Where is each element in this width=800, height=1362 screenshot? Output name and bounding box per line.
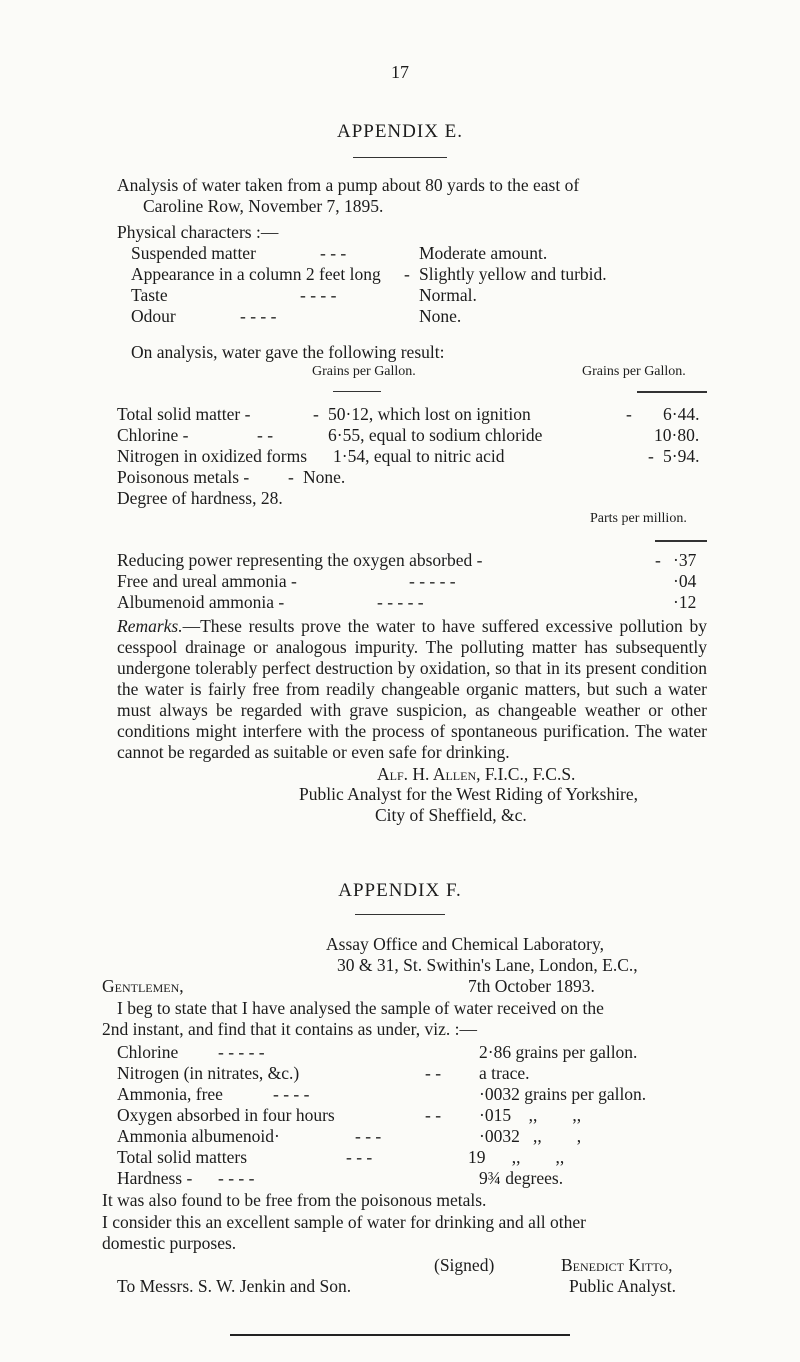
dash-leader: - - <box>425 1105 442 1125</box>
column-heading: Parts per million. <box>590 511 687 526</box>
remarks-text: —These results prove the water to have suffered excessive pollution by cesspool drainage or analogous impurity. The polluting matter has subsequently undergone tolerably perfect destruction by oxidation, so that in its present condition the water is fairly free from readily changeable organic matters, but such a water must always be regarded with grave suspicion, as changeable weather or other conditions might interfere with the process of spontaneous purification. The water cannot be regarded as suitable or even safe for drinking. <box>117 616 707 762</box>
dash-leader: - <box>313 404 319 424</box>
dash-leader: - - - - <box>218 1168 255 1188</box>
physical-label: Taste <box>131 285 168 305</box>
analysis-intro: On analysis, water gave the following result: <box>131 342 445 362</box>
assay-value: ·0032 ,, , <box>479 1126 582 1146</box>
assay-label: Ammonia, free <box>117 1084 223 1104</box>
physical-value: None. <box>419 306 462 326</box>
intro-line: Caroline Row, November 7, 1895. <box>143 196 384 216</box>
page-number: 17 <box>391 62 409 82</box>
end-rule <box>230 1334 570 1336</box>
column-rule <box>655 540 707 542</box>
ppm-value: ·12 <box>673 592 697 612</box>
signature-line: City of Sheffield, &c. <box>375 805 527 825</box>
assay-label: Hardness - <box>117 1168 193 1188</box>
result-value-2: 5·94. <box>663 446 700 466</box>
assay-label: Nitrogen (in nitrates, &c.) <box>117 1063 300 1083</box>
dash-leader: - <box>648 446 654 466</box>
result-value: 50·12, which lost on ignition <box>328 404 531 424</box>
ppm-label: Reducing power representing the oxygen absorbed - <box>117 550 483 570</box>
ppm-label: Free and ureal ammonia - <box>117 571 297 591</box>
salutation: Gentlemen, <box>102 976 184 996</box>
signature-line: Public Analyst for the West Riding of Yorkshire, <box>299 784 639 804</box>
assay-value: 9¾ degrees. <box>479 1168 564 1188</box>
ppm-value: ·37 <box>673 550 697 570</box>
dash-leader: - - - <box>355 1126 382 1146</box>
result-value-2: 10·80. <box>654 425 700 445</box>
poison-line: It was also found to be free from the poisonous metals. <box>102 1190 487 1210</box>
dash-leader: - - - - - <box>377 592 424 612</box>
result-label: Chlorine - <box>117 425 189 445</box>
column-rule <box>637 391 707 393</box>
ppm-label: Albumenoid ammonia - <box>117 592 285 612</box>
ppm-value: ·04 <box>673 571 697 591</box>
letter-line: 2nd instant, and find that it contains as under, viz. :— <box>102 1019 477 1039</box>
dash-leader: - - - - <box>300 285 337 305</box>
assay-value: 2·86 grains per gallon. <box>479 1042 638 1062</box>
intro-line: Analysis of water taken from a pump about 80 yards to the east of <box>117 175 580 195</box>
column-heading: Grains per Gallon. <box>582 364 686 379</box>
physical-label: Appearance in a column 2 feet long <box>131 264 381 284</box>
address-line: Assay Office and Chemical Laboratory, <box>326 934 604 954</box>
physical-heading: Physical characters :— <box>117 222 279 242</box>
signer-name: Benedict Kitto, <box>561 1255 673 1275</box>
consider-line: domestic purposes. <box>102 1233 237 1253</box>
dash-leader: - <box>288 467 294 487</box>
result-label: Poisonous metals - <box>117 467 250 487</box>
addressee: To Messrs. S. W. Jenkin and Son. <box>117 1276 352 1296</box>
hardness-degree: Degree of hardness, 28. <box>117 488 283 508</box>
assay-label: Oxygen absorbed in four hours <box>117 1105 335 1125</box>
assay-label: Chlorine <box>117 1042 179 1062</box>
dash-leader: - - - - - <box>409 571 456 591</box>
physical-value: Slightly yellow and turbid. <box>419 264 607 284</box>
result-label: Nitrogen in oxidized forms <box>117 446 308 466</box>
letter-date: 7th October 1893. <box>468 976 595 996</box>
dash-leader: - - - <box>320 243 347 263</box>
physical-value: Moderate amount. <box>419 243 548 263</box>
dash-leader: - - <box>257 425 274 445</box>
assay-label: Ammonia albumenoid· <box>117 1126 280 1146</box>
consider-line: I consider this an excellent sample of water for drinking and all other <box>102 1212 587 1232</box>
column-heading: Grains per Gallon. <box>312 364 416 379</box>
assay-value: 19 ,, ,, <box>468 1147 565 1167</box>
result-value-2: 6·44. <box>663 404 700 424</box>
dash-leader: - - - - <box>240 306 277 326</box>
dash-leader: - - - <box>346 1147 373 1167</box>
physical-label: Odour <box>131 306 176 326</box>
dash-leader: - - - - <box>273 1084 310 1104</box>
assay-label: Total solid matters <box>117 1147 248 1167</box>
letter-line: I beg to state that I have analysed the sample of water received on the <box>117 998 604 1018</box>
dash-leader: - <box>655 550 661 570</box>
appendix-e-title: APPENDIX E. <box>336 121 464 142</box>
title-rule <box>353 157 447 158</box>
appendix-f-title: APPENDIX F. <box>338 880 462 901</box>
dash-leader: - - - - - <box>218 1042 265 1062</box>
assay-value: a trace. <box>479 1063 530 1083</box>
assay-value: ·0032 grains per gallon. <box>479 1084 647 1104</box>
address-line: 30 & 31, St. Swithin's Lane, London, E.C., <box>337 955 638 975</box>
title-rule <box>355 914 445 915</box>
assay-value: ·015 ,, ,, <box>479 1105 582 1125</box>
result-value: None. <box>303 467 346 487</box>
signature-name: Alf. H. Allen, F.I.C., F.C.S. <box>377 764 576 784</box>
signer-title: Public Analyst. <box>569 1276 676 1296</box>
physical-value: Normal. <box>419 285 477 305</box>
remarks-label: Remarks. <box>117 616 183 636</box>
physical-label: Suspended matter <box>131 243 256 263</box>
result-value: 6·55, equal to sodium chloride <box>328 425 543 445</box>
column-rule <box>333 391 381 392</box>
result-label: Total solid matter - <box>117 404 251 424</box>
dash-leader: - - <box>425 1063 442 1083</box>
dash-leader: - <box>404 264 410 284</box>
result-value: 1·54, equal to nitric acid <box>333 446 505 466</box>
remarks-paragraph <box>117 616 707 763</box>
dash-leader: - <box>626 404 632 424</box>
signed-label: (Signed) <box>434 1255 495 1275</box>
